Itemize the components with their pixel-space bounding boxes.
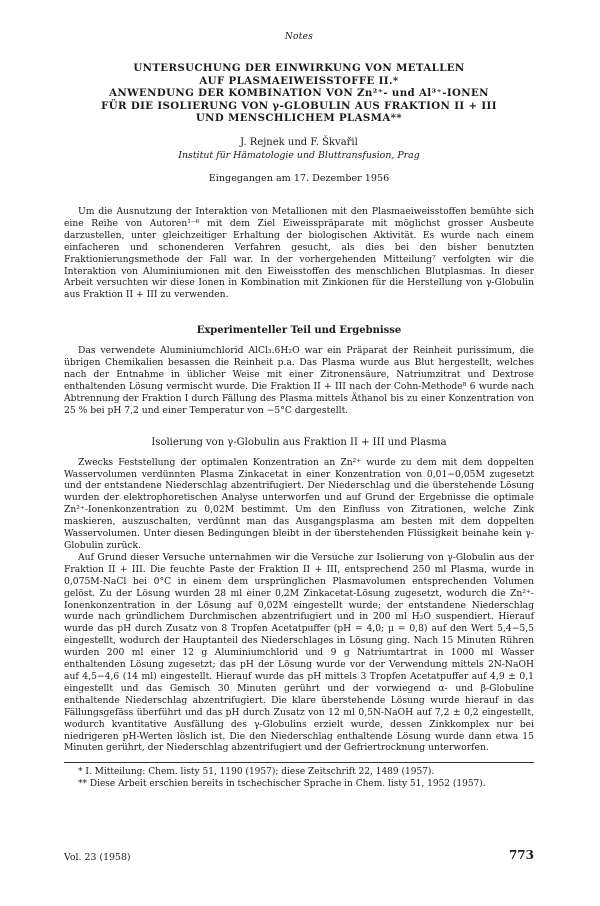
footnote-2: ** Diese Arbeit erschien bereits in tschechischer Sprache in Chem. listy 51, 1952 (1957). (78, 778, 486, 789)
article-title (64, 62, 534, 125)
volume-label: Vol. 23 (1958) (64, 852, 131, 863)
isolation-paragraph-2: Auf Grund dieser Versuche unternahmen wir die Versuche zur Isolierung von γ-Globulin aus der Fraktion II + III. Die feuchte Paste der Fraktion II + III, entsprechend 250 ml Plasma, wurde in 0,075M-NaCl bei 0°C in einem dem ursprünglichen Plasmavolumen entsprechenden Volumen gelöst. Zu der Lösung wurden 28 ml einer 0,2M Zinkacetat-Lösung zugesetzt, wodurch die Zn²⁺-Ionenkonzentration in der Lösung auf 0,02M eingestellt wurde; der entstandene Niederschlag wurde nach gründlichem Durchmischen abzentrifugiert und in 200 ml H₂O suspendiert. Hierauf wurde das pH durch Zusatz von 8 Tropfen Acetatpuffer (pH = 4,0; μ = 0,8) auf den Wert 5,4−5,5 eingestellt, wodurch der Hauptanteil des Niederschlages in Lösung ging. Nach 15 Minuten Rühren wurden 200 ml einer 12 g Aluminiumchlorid und 9 g Natriumtartrat in 1000 ml Wasser enthaltenden Lösung zugesetzt; das pH der Lösung wurde vor der Verwendung mittels 2N-NaOH auf 4,5−4,6 (14 ml) eingestellt. Hierauf wurde das pH mittels 3 Tropfen Acetatpuffer auf 4,9 ± 0,1 eingestellt und das Gemisch 30 Minuten gerührt und der vorwiegend α- und β-Globuline enthaltende Niederschlag abzentrifugiert. Die klare überstehende Lösung wurde hierauf in das Fällungsgefäss überführt und das pH durch Zusatz von 12 ml 0,5N-NaOH auf 7,2 ± 0,2 eingestellt, wodurch kvantitative Ausfällung des γ-Globulins erzielt wurde, dessen Zinkkomplex nur bei niedrigeren pH-Werten löslich ist. Die den Niederschlag enthaltende Lösung wurde dann etwa 15 Minuten gerührt, der Niederschlag abzentrifugiert und der Gefriertrocknung unterworfen. (64, 551, 534, 754)
running-head: Notes (284, 32, 314, 42)
subsection-heading-isolation: Isolierung von γ-Globulin aus Fraktion II + III und Plasma (151, 436, 447, 448)
title-line: ANWENDUNG DER KOMBINATION VON Zn²⁺- und Al³⁺-IONEN (109, 87, 489, 100)
title-line: FÜR DIE ISOLIERUNG VON γ-GLOBULIN AUS FRAKTION II + III (101, 99, 497, 112)
author-conjunction: und (287, 136, 308, 148)
title-line: UND MENSCHLICHEM PLASMA** (195, 112, 403, 125)
section-heading-experimental: Experimenteller Teil und Ergebnisse (196, 325, 402, 337)
author-second: F. Škvařil (310, 136, 358, 148)
author-first: J. Rejnek (240, 136, 285, 148)
author-line (64, 137, 534, 148)
introduction-paragraph: Um die Ausnutzung der Interaktion von Metallionen mit den Plasmaeiweisstoffen bemühte sich eine Reihe von Autoren¹⁻⁶ mit dem Ziel Eiweisspräparate mit möglichst grosser Ausbeute darzustellen, unter gleichzeitiger Erhaltung der biologischen Aktivität. Es wurde nach einem einfacheren und schonenderen Verfahren gesucht, als dies bei den bisher benutzten Fraktionierungsmethode der Fall war. In der vorhergehenden Mitteilung⁷ verfolgten wir die Interaktion von Aluminiumionen mit den Eiweisstoffen des menschlichen Blutplasmas. In dieser Arbeit versuchten wir diese Ionen in Kombination mit Zinkionen für die Herstellung von γ-Globulin aus Fraktion II + III zu verwenden. (64, 205, 534, 301)
footnote-1: * I. Mitteilung: Chem. listy 51, 1190 (1957); diese Zeitschrift 22, 1489 (1957). (78, 767, 435, 778)
title-line: UNTERSUCHUNG DER EINWIRKUNG VON METALLEN (133, 62, 465, 74)
page-number: 773 (508, 848, 534, 862)
received-date: Eingegangen am 17. Dezember 1956 (208, 172, 390, 184)
isolation-paragraph-1: Zwecks Feststellung der optimalen Konzentration an Zn²⁺ wurde zu dem mit dem doppelten Wasservolumen verdünnten Plasma Zinkacetat in einer Konzentration von 0,01−0,05M zugesetzt und der entstandene Niederschlag abzentrifugiert. Der Niederschlag und die überstehende Lösung wurden der elektrophoretischen Analyse unterworfen und auf Grund der Ergebnisse die optimale Zn²⁺-Ionenkonzentration zu 0,02M bestimmt. Um den Einfluss von Zitrationen, welche Zink maskieren, auszuschalten, verdünnt man das Ausgangsplasma am besten mit dem doppelten Wasservolumen. Unter diesen Bedingungen bleibt in der überstehenden Flüssigkeit beinahe kein γ-Globulin zurück. (64, 456, 534, 551)
institute: Institut für Hämatologie und Bluttransfusion, Prag (178, 149, 420, 161)
title-line: AUF PLASMAEIWEISSTOFFE II.* (199, 74, 399, 87)
experimental-paragraph: Das verwendete Aluminiumchlorid AlCl₃.6H₂O war ein Präparat der Reinheit purissimum, die übrigen Chemikalien besassen die Reinheit p.a. Das Plasma wurde aus Blut hergestellt, welches nach der Entnahme in üblicher Weise mit einer Zitronensäure, Natriumzitrat und Dextrose enthaltenden Lösung vermischt wurde. Die Fraktion II + III nach der Cohn-Methode⁸ 6 wurde nach Abtrennung der Fraktion I durch Fällung des Plasma mittels Äthanol bis zu einer Konzentration von 25 % bei pH 7,2 und einer Temperatur von −5°C dargestellt. (64, 345, 534, 416)
footnotes (64, 762, 534, 790)
